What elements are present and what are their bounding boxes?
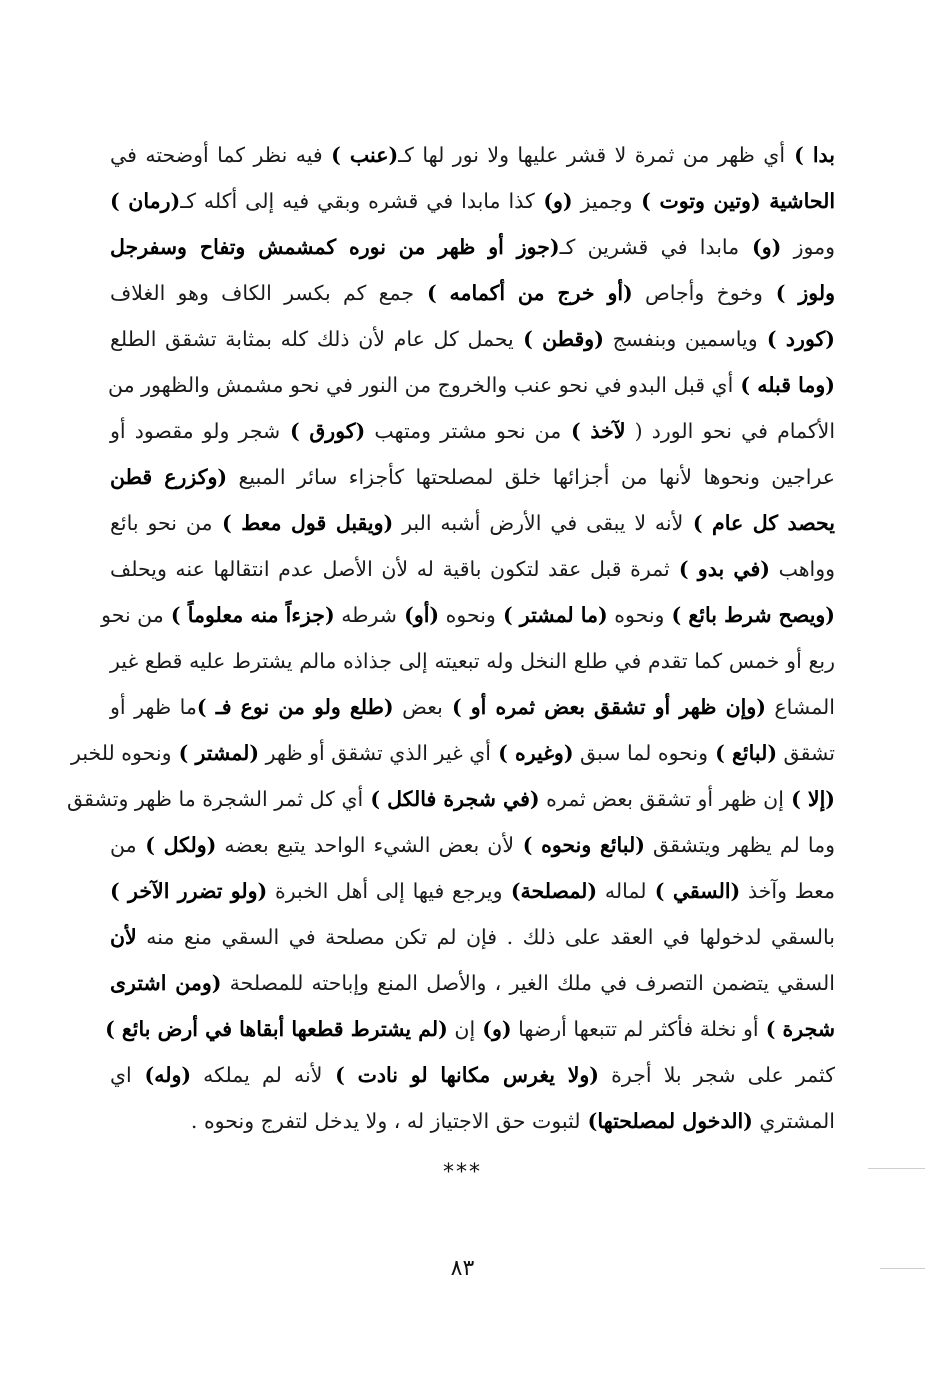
bold-matn-text: (جزءاً منه معلوماً ) xyxy=(163,603,335,627)
bold-matn-text: (وغيره ) xyxy=(490,741,574,765)
commentary-text: أي كل ثمر الشجرة ما ظهر وتشقق xyxy=(67,787,364,811)
commentary-text: يحمل كل عام لأن ذلك كله بمثابة تشقق الطلع xyxy=(110,327,514,351)
bold-matn-text: (وما قبله ) xyxy=(733,373,835,397)
commentary-text: شرطه xyxy=(334,603,397,627)
bold-matn-text: (أو) xyxy=(396,603,440,627)
bold-matn-text: (لبائع ونحوه ) xyxy=(514,833,645,857)
bold-matn-text: بدا ) xyxy=(785,143,836,167)
commentary-text: اي xyxy=(110,1063,132,1087)
bold-matn-text: (ولو تضرر الآخر ) xyxy=(110,879,268,903)
text-line xyxy=(110,500,835,546)
bold-matn-text: (السقي ) xyxy=(646,879,741,903)
commentary-text: وياسمين وبنفسج xyxy=(603,327,758,351)
text-line xyxy=(110,132,835,178)
commentary-text: ونحوه xyxy=(607,603,665,627)
commentary-text: كثمر على شجر بلا أجرة xyxy=(599,1063,835,1087)
commentary-text: إن ظهر أو تشقق بعض ثمره xyxy=(539,787,784,811)
text-line xyxy=(71,730,835,776)
commentary-text: من نحو بائع xyxy=(110,511,213,535)
commentary-text: جمع كم بكسر الكاف وهو الغلاف xyxy=(110,281,415,305)
text-line xyxy=(110,224,835,270)
commentary-text: وواهب xyxy=(769,557,836,581)
bold-matn-text: ولوز ) xyxy=(762,281,835,305)
bold-matn-text: (كورد ) xyxy=(757,327,835,351)
text-line xyxy=(110,960,835,1006)
text-line xyxy=(110,1052,835,1098)
text-line xyxy=(110,822,835,868)
bold-matn-text: (في بدو ) xyxy=(669,557,770,581)
bold-matn-text: (طلع ولو من نوع فـ ) xyxy=(196,695,394,719)
bold-matn-text: يحصد كل عام ) xyxy=(683,511,835,535)
commentary-text: ويرجع فيها إلى أهل الخبرة xyxy=(267,879,503,903)
bold-matn-text: (وكزرع قطن xyxy=(110,465,228,489)
text-line xyxy=(110,868,835,914)
commentary-text: كذا مابدا في قشره وبقي فيه إلى أكله كـ xyxy=(180,189,535,213)
commentary-text: لماله xyxy=(597,879,647,903)
bold-matn-text: (جوز أو ظهر من نوره كمشمش وتفاح وسفرجل xyxy=(110,235,560,259)
text-line xyxy=(110,316,835,362)
text-line xyxy=(110,1098,835,1144)
text-line xyxy=(110,914,835,960)
commentary-text: شجر ولو مقصود أو xyxy=(110,419,281,443)
bold-matn-text: (ويصح شرط بائع ) xyxy=(664,603,835,627)
bold-matn-text: (ويقبل قول معط ) xyxy=(212,511,394,535)
text-line xyxy=(105,1006,835,1052)
bold-matn-text: (لمصلحة) xyxy=(502,879,598,903)
commentary-text: أو نخلة فأكثر لم تتبعها أرضها xyxy=(511,1017,759,1041)
commentary-text: من نحو xyxy=(101,603,164,627)
text-line xyxy=(110,546,835,592)
commentary-text: لأن بعض الشيء الواحد يتبع بعضه xyxy=(216,833,515,857)
bold-matn-text: لأن xyxy=(110,925,137,949)
commentary-text: بعض xyxy=(393,695,443,719)
bold-matn-text: (و) xyxy=(475,1017,512,1041)
bold-matn-text: (ولا يغرس مكانها لو نادت ) xyxy=(322,1063,600,1087)
text-line xyxy=(101,592,835,638)
bold-matn-text: (ومن اشترى xyxy=(110,971,222,995)
bold-matn-text: (ولكل ) xyxy=(136,833,217,857)
text-line xyxy=(110,454,835,500)
bold-matn-text: (في شجرة فالكل ) xyxy=(363,787,540,811)
bold-matn-text: (لمشتر ) xyxy=(171,741,260,765)
commentary-text: تشقق xyxy=(777,741,835,765)
scan-edge-mark xyxy=(868,1168,925,1169)
commentary-text: مابدا في قشرين كـ xyxy=(559,235,740,259)
commentary-text: وجميز xyxy=(572,189,633,213)
bold-matn-text: (رمان ) xyxy=(110,189,181,213)
commentary-text: لثبوت حق الاجتياز له ، ولا يدخل لتفرج ونحوه . xyxy=(190,1109,581,1133)
bold-matn-text: (وقطن ) xyxy=(513,327,604,351)
commentary-text: ما ظهر أو xyxy=(110,695,197,719)
commentary-text: ربع أو خمس كما تقدم في طلع النخل وله تبعيته إلى جذاذه مالم يشترط عليه قطع غير xyxy=(110,649,835,673)
bold-matn-text: (وإن ظهر أو تشقق بعض ثمره أو ) xyxy=(442,695,766,719)
text-line xyxy=(110,270,835,316)
bold-matn-text: شجرة ) xyxy=(758,1017,835,1041)
bold-matn-text: (وتين وتوت ) xyxy=(632,189,761,213)
commentary-text: بالسقي لدخولها في العقد على ذلك . فإن لم تكن مصلحة في السقي منع منه xyxy=(136,925,835,949)
bold-matn-text: (ما لمشتر ) xyxy=(495,603,608,627)
text-line xyxy=(110,178,835,224)
bold-matn-text: لآخذ ) xyxy=(561,419,626,443)
commentary-text: من xyxy=(110,833,137,857)
bold-matn-text: (الدخول لمصلحتها) xyxy=(580,1109,753,1133)
commentary-text: السقي يتضمن التصرف في ملك الغير ، والأصل المنع وإباحته للمصلحة xyxy=(221,971,835,995)
bold-matn-text: (كورق ) xyxy=(280,419,366,443)
section-ornament: *** xyxy=(443,1160,482,1185)
body-text xyxy=(67,132,836,1144)
commentary-text: وخوخ وأجاص xyxy=(632,281,763,305)
bold-matn-text: (وله) xyxy=(131,1063,192,1087)
text-line xyxy=(110,408,835,454)
commentary-text: أي ظهر من ثمرة لا قشر عليها ولا نور لها كـ xyxy=(398,143,786,167)
bold-matn-text: (أو خرج من أكمامه ) xyxy=(414,281,633,305)
commentary-text: من نحو مشتر ومتهب xyxy=(365,419,562,443)
commentary-text: ونحوه للخبر xyxy=(71,741,172,765)
text-line xyxy=(110,638,835,684)
bold-matn-text: (لبائع ) xyxy=(708,741,778,765)
bold-matn-text: (إلا ) xyxy=(783,787,835,811)
commentary-text: إن xyxy=(447,1017,476,1041)
commentary-text: أي قبل البدو في نحو عنب والخروج من النور في نحو مشمش والظهور من xyxy=(108,373,734,397)
bold-matn-text: (و) xyxy=(534,189,573,213)
commentary-text: ونحوه xyxy=(439,603,496,627)
commentary-text: وما لم يظهر ويتشقق xyxy=(644,833,835,857)
commentary-text: ونحوه لما سبق xyxy=(573,741,709,765)
commentary-text: عراجين ونحوها لأنها من أجزائها خلق لمصلحتها كأجزاء سائر المبيع xyxy=(227,465,835,489)
page-number: ٨٣ xyxy=(450,1256,475,1281)
bold-matn-text: (عنب ) xyxy=(331,143,399,167)
commentary-text: ثمرة قبل عقد لتكون باقية له لأن الأصل عدم انتقالها عنه ويحلف xyxy=(110,557,670,581)
commentary-text: الأكمام في نحو الورد ( xyxy=(625,419,836,443)
bold-matn-text: الحاشية xyxy=(760,189,836,213)
commentary-text: أي غير الذي تشقق أو ظهر xyxy=(259,741,491,765)
commentary-text: لأنه لا يبقى في الأرض أشبه البر xyxy=(393,511,684,535)
text-line xyxy=(110,684,835,730)
commentary-text: لأنه لم يملكه xyxy=(191,1063,323,1087)
commentary-text: فيه نظر كما أوضحته في xyxy=(110,143,332,167)
commentary-text: المشتري xyxy=(752,1109,835,1133)
commentary-text: وموز xyxy=(781,235,835,259)
bold-matn-text: (و) xyxy=(739,235,782,259)
text-line xyxy=(67,776,835,822)
commentary-text: المشاع xyxy=(765,695,835,719)
commentary-text: معط وآخذ xyxy=(740,879,836,903)
bold-matn-text: (لم يشترط قطعها أبقاها في أرض بائع ) xyxy=(105,1017,448,1041)
text-line xyxy=(110,362,835,408)
scan-edge-mark xyxy=(880,1268,925,1269)
